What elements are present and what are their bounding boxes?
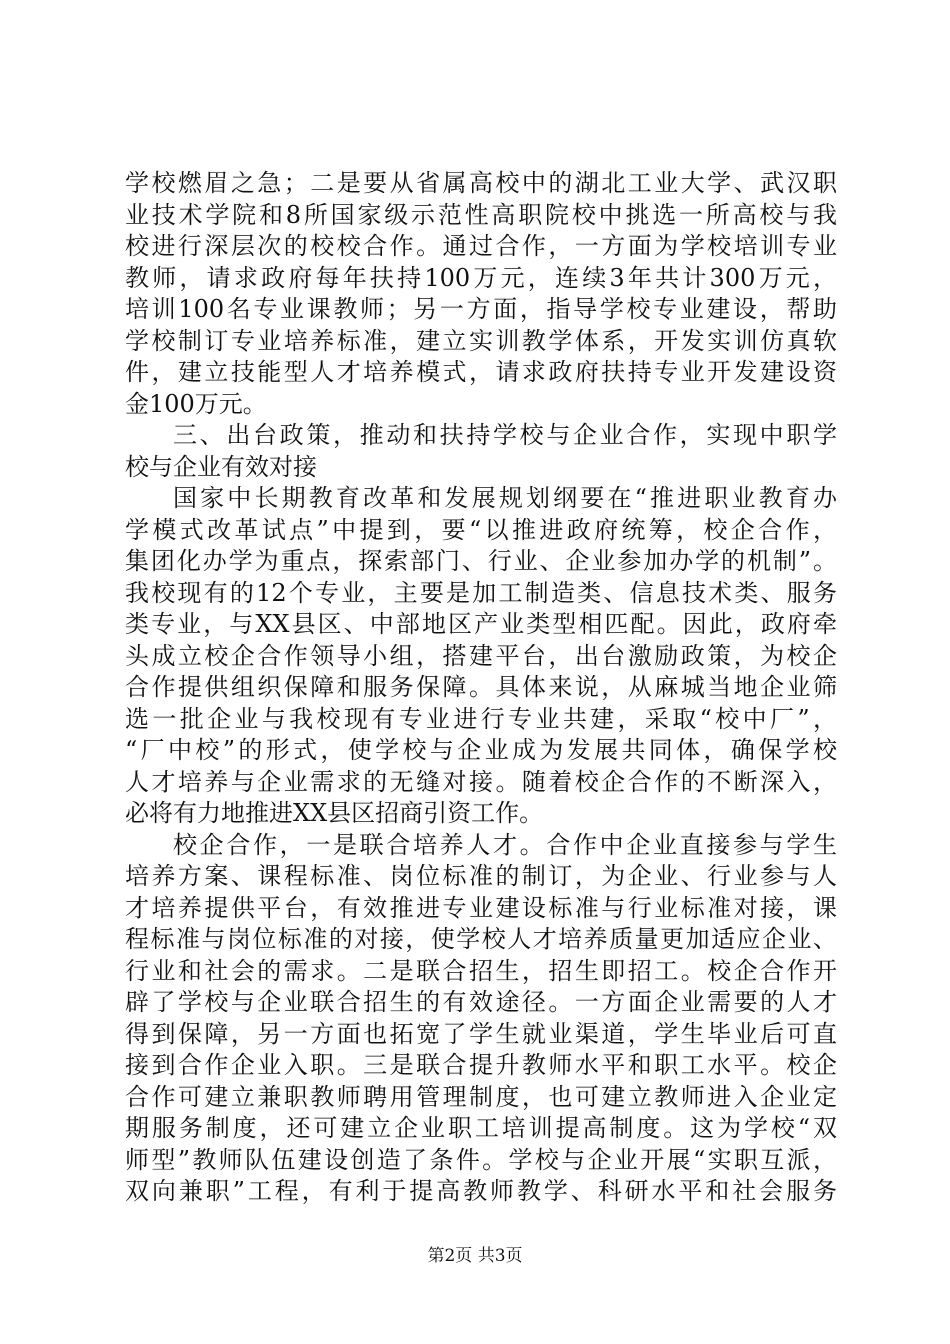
text-line: 人才培养与企业需求的无缝对接。随着校企合作的不断深入，	[125, 767, 837, 796]
text-line: 类专业，与XX县区、中部地区产业类型相匹配。因此，政府牵	[125, 610, 837, 638]
text-line: “厂中校”的形式，使学校与企业成为发展共同体，确保学校	[125, 736, 837, 764]
text-line: 选一批企业与我校现有专业进行专业共建，采取“校中厂”，	[125, 704, 837, 733]
text-line: 校企合作，一是联合培养人才。合作中企业直接参与学生	[173, 830, 837, 859]
text-line: 件，建立技能型人才培养模式，请求政府扶持专业开发建设资	[125, 358, 837, 386]
text-line: 我校现有的12个专业，主要是加工制造类、信息技术类、服务	[125, 578, 837, 607]
text-line: 教师，请求政府每年扶持100万元，连续3年共计300万元，	[125, 263, 837, 292]
text-line: 金100万元。	[125, 389, 267, 418]
text-line: 合作可建立兼职教师聘用管理制度，也可建立教师进入企业定	[125, 1082, 837, 1111]
text-line: 校与企业有效对接	[125, 452, 317, 481]
text-line: 接到合作企业入职。三是联合提升教师水平和职工水平。校企	[125, 1051, 837, 1079]
text-line: 学模式改革试点”中提到，要“以推进政府统筹，校企合作，	[125, 515, 837, 544]
text-line: 培训100名专业课教师；另一方面，指导学校专业建设，帮助	[125, 295, 837, 323]
text-line: 三、出台政策，推动和扶持学校与企业合作，实现中职学	[173, 421, 837, 449]
text-line: 行业和社会的需求。二是联合招生，招生即招工。校企合作开	[125, 956, 837, 985]
text-line: 辟了学校与企业联合招生的有效途径。一方面企业需要的人才	[125, 988, 837, 1016]
text-line: 必将有力地推进XX县区招商引资工作。	[125, 799, 544, 827]
text-line: 学校燃眉之急；二是要从省属高校中的湖北工业大学、武汉职	[125, 169, 837, 197]
text-line: 程标准与岗位标准的对接，使学校人才培养质量更加适应企业、	[125, 925, 837, 953]
text-line: 校进行深层次的校校合作。通过合作，一方面为学校培训专业	[125, 232, 837, 260]
text-line: 培养方案、课程标准、岗位标准的制订，为企业、行业参与人	[125, 862, 837, 890]
text-line: 业技术学院和8所国家级示范性高职院校中挑选一所高校与我	[125, 200, 837, 229]
document-body	[125, 168, 837, 1208]
text-line: 国家中长期教育改革和发展规划纲要在“推进职业教育办	[173, 484, 837, 512]
text-line: 集团化办学为重点，探索部门、行业、企业参加办学的机制”。	[125, 547, 837, 575]
text-line: 期服务制度，还可建立企业职工培训提高制度。这为学校“双	[125, 1114, 837, 1142]
text-line: 头成立校企合作领导小组，搭建平台，出台激励政策，为校企	[125, 641, 837, 670]
page-footer	[0, 1245, 950, 1267]
text-line: 才培养提供平台，有效推进专业建设标准与行业标准对接，课	[125, 893, 837, 922]
text-line: 双向兼职”工程，有利于提高教师教学、科研水平和社会服务	[125, 1177, 837, 1205]
text-line: 得到保障，另一方面也拓宽了学生就业渠道，学生毕业后可直	[125, 1019, 837, 1048]
text-line: 合作提供组织保障和服务保障。具体来说，从麻城当地企业筛	[125, 673, 837, 701]
text-line: 师型”教师队伍建设创造了条件。学校与企业开展“实职互派，	[125, 1145, 837, 1174]
text-line: 学校制订专业培养标准，建立实训教学体系，开发实训仿真软	[125, 326, 837, 355]
page-number-label: 第2页 共3页	[427, 1246, 523, 1266]
